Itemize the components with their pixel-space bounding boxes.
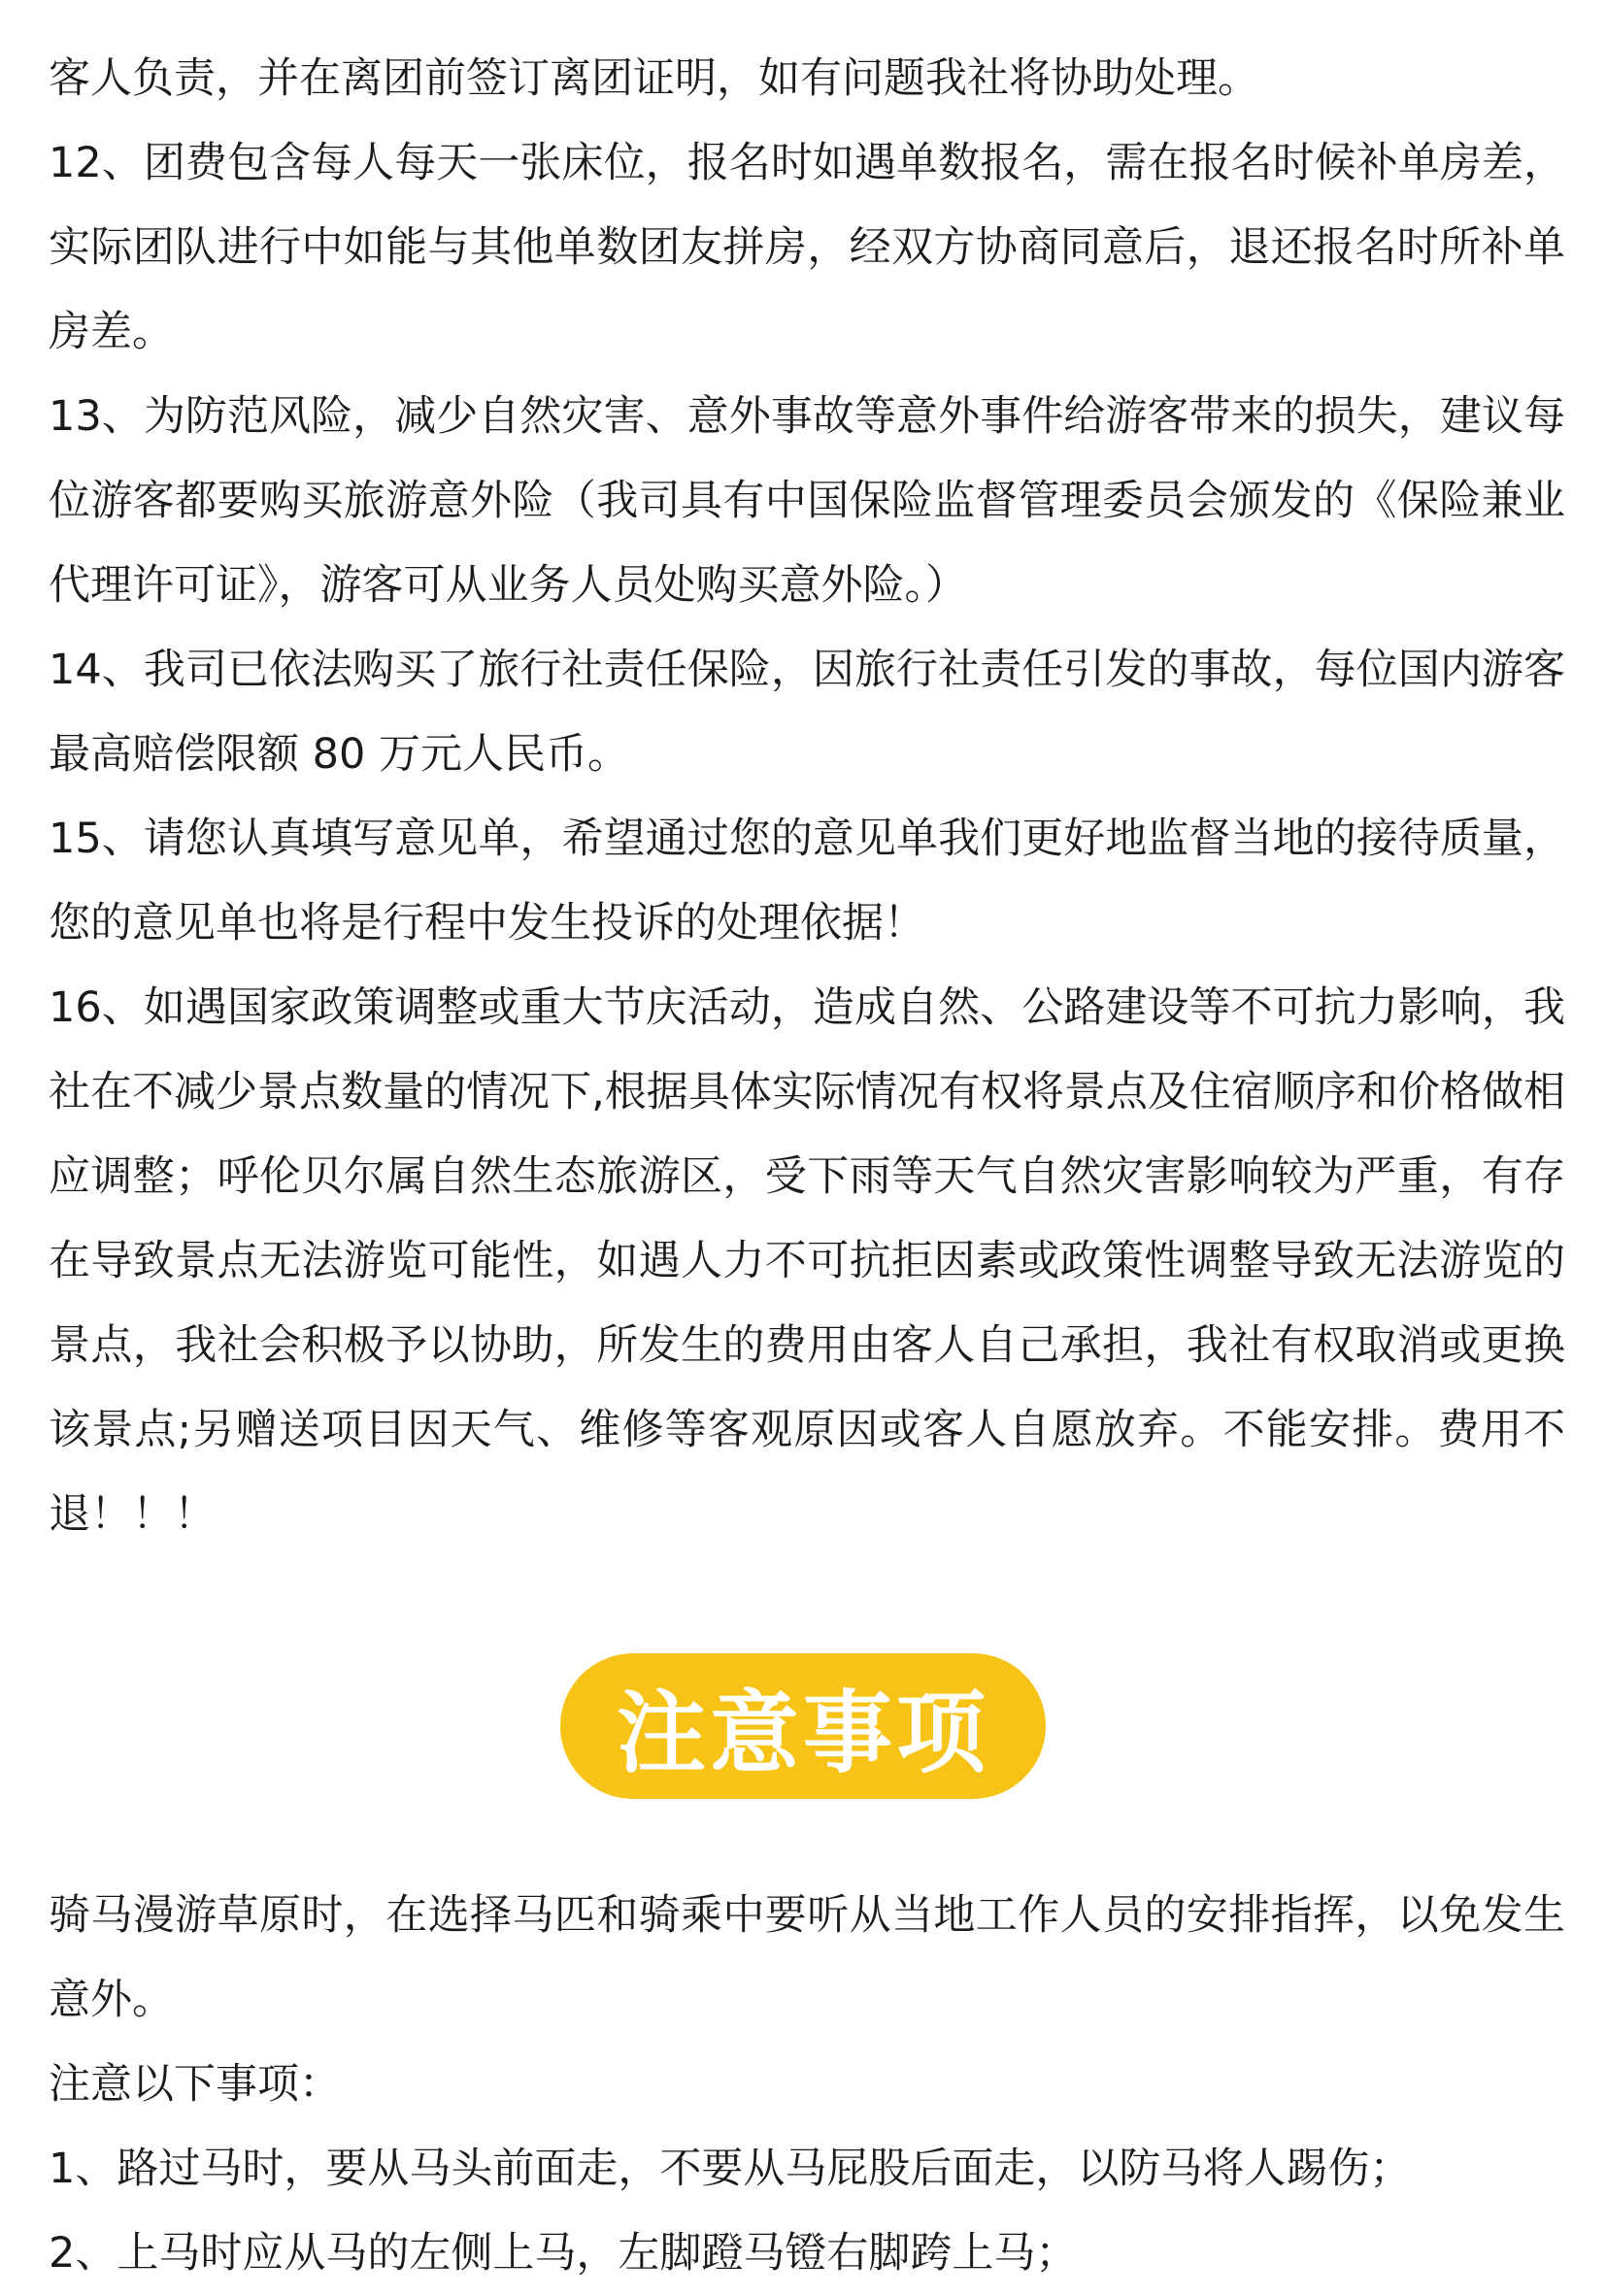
note-item-13: 13、为防范风险，减少自然灾害、意外事故等意外事件给游客带来的损失，建议每位游客都要购买旅游意外险（我司具有中国保险监督管理委员会颁发的《保险兼业代理许可证》，游客可从业务人员处购买意外险。） xyxy=(49,392,1565,610)
note-item-15: 15、请您认真填写意见单，希望通过您的意见单我们更好地监督当地的接待质量，您的意见单也将是行程中发生投诉的处理依据！ xyxy=(49,815,1565,948)
note-item-16: 16、如遇国家政策调整或重大节庆活动，造成自然、公路建设等不可抗力影响，我社在不减少景点数量的情况下,根据具体实际情况有权将景点及住宿顺序和价格做相应调整；呼伦贝尔属自然生态旅游区，受下雨等天气自然灾害影响较为严重，有存在导致景点无法游览可能性，如遇人力不可抗拒因素或政策性调整导致无法游览的景点，我社会积极予以协助，所发生的费用由客人自己承担，我社有权取消或更换该景点;另赠送项目因天气、维修等客观原因或客人自愿放弃。不能安排。费用不退！！！ xyxy=(49,983,1565,1539)
note-item-2: 2、上马时应从马的左侧上马，左脚蹬马镫右脚跨上马； xyxy=(49,2229,1078,2278)
section-badge-title: 注意事项 xyxy=(560,1653,1046,1799)
note-paragraph: 客人负责，并在离团前签订离团证明，如有问题我社将协助处理。 xyxy=(49,54,1259,103)
note-paragraph: 骑马漫游草原时，在选择马匹和骑乘中要听从当地工作人员的安排指挥，以免发生意外。 xyxy=(49,1891,1565,2024)
note-item-14: 14、我司已依法购买了旅行社责任保险，因旅行社责任引发的事故，每位国内游客最高赔偿限额 80 万元人民币。 xyxy=(49,646,1565,779)
note-subheading: 注意以下事项： xyxy=(49,2060,341,2109)
section-badge-container xyxy=(0,1653,1606,1799)
note-item-12: 12、团费包含每人每天一张床位，报名时如遇单数报名，需在报名时候补单房差，实际团队进行中如能与其他单数团友拼房，经双方协商同意后，退还报名时所补单房差。 xyxy=(49,139,1565,356)
note-item-1: 1、路过马时，要从马头前面走，不要从马屁股后面走，以防马将人踢伤； xyxy=(49,2145,1412,2193)
notes-section-top xyxy=(49,37,1565,1557)
notes-section-bottom xyxy=(49,1874,1565,2296)
